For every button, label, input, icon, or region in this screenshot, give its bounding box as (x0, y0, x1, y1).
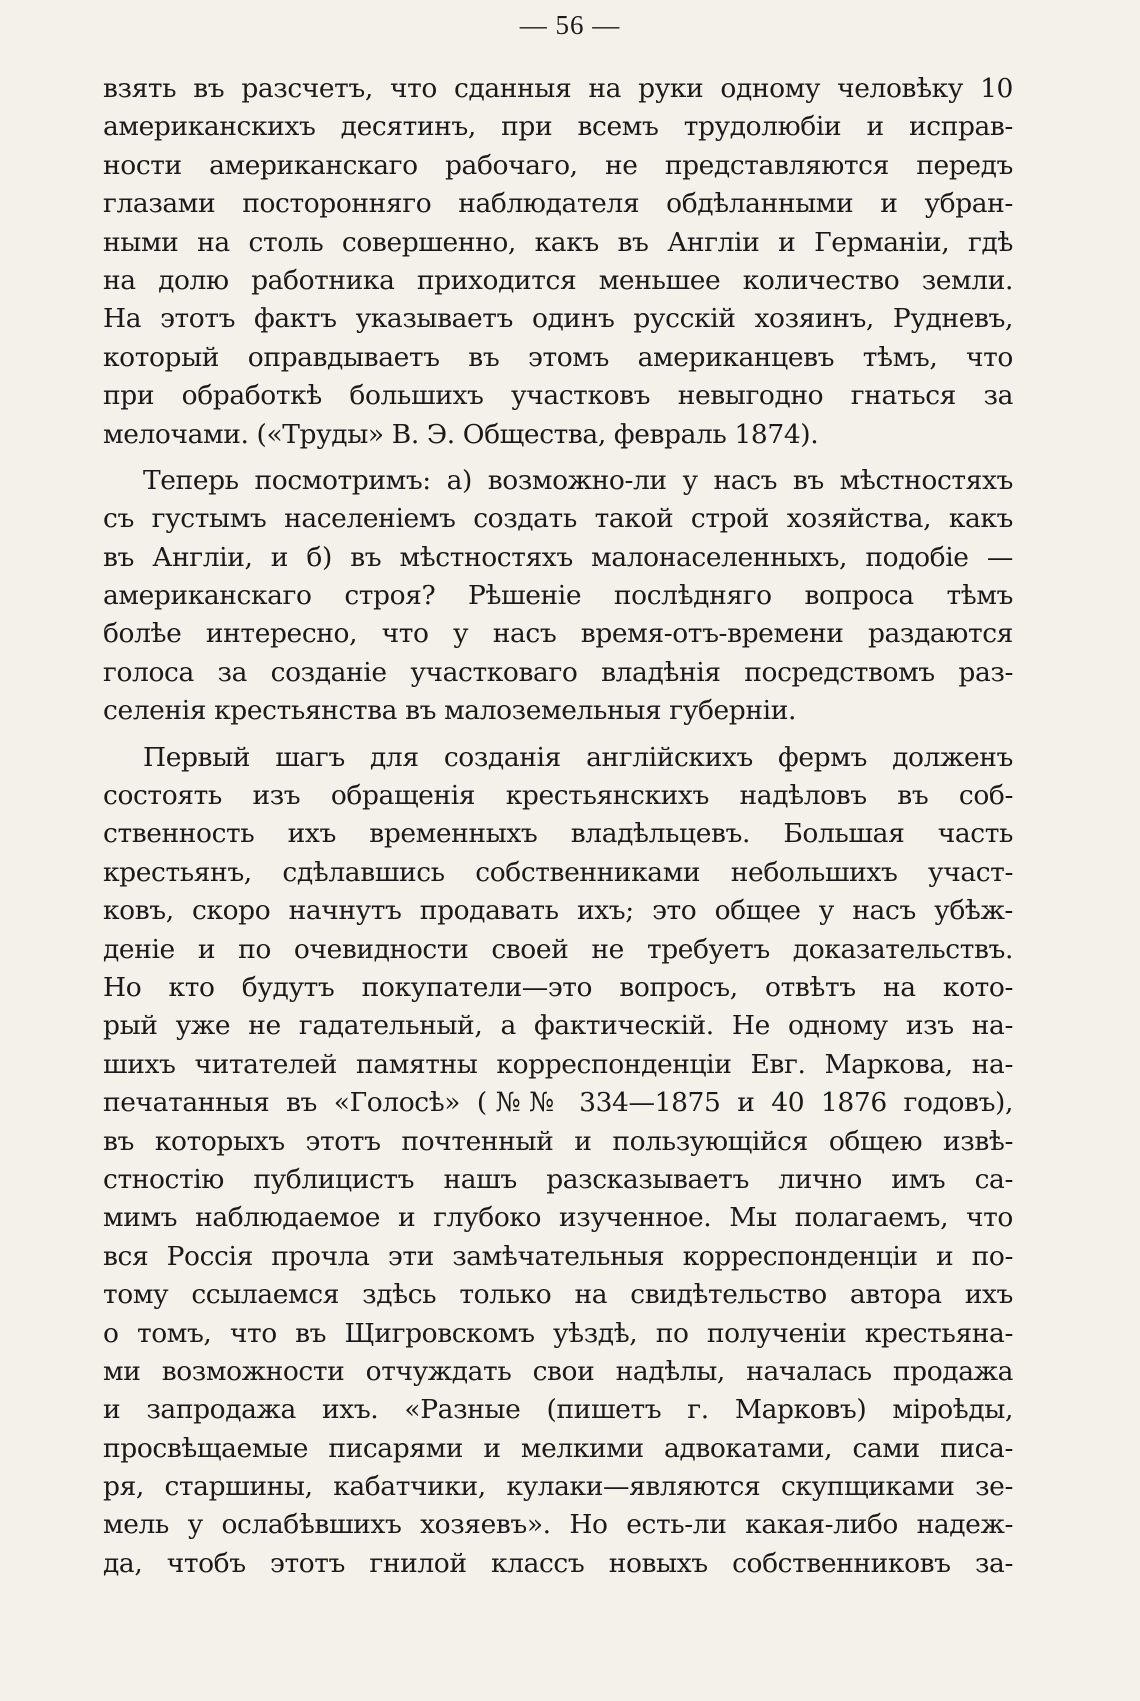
body-text (103, 70, 1013, 1583)
text-line: На этотъ фактъ указываетъ одинъ русскій хозяинъ, Рудневъ, (103, 303, 1013, 335)
page-number: — 56 — (519, 10, 621, 40)
text-line: ности американскаго рабочаго, не представляются передъ (103, 149, 1013, 181)
text-line: голоса за созданіе участковаго владѣнія посредствомъ раз- (103, 656, 1013, 688)
text-line: мимъ наблюдаемое и глубоко изученное. Мы полагаемъ, что (103, 1202, 1013, 1234)
text-line: на долю работника приходится меньшее количество земли. (103, 264, 1013, 296)
text-line: ковъ, скоро начнутъ продавать ихъ; это общее у насъ убѣж- (103, 895, 1013, 927)
text-line: о томъ, что въ Щигровскомъ уѣздѣ, по полученіи крестьяна- (103, 1317, 1013, 1349)
text-line: Но кто будутъ покупатели—это вопросъ, отвѣтъ на кото- (103, 971, 1013, 1003)
text-line: въ которыхъ этотъ почтенный и пользующійся общею извѣ- (103, 1125, 1013, 1157)
paragraph-1 (103, 70, 1013, 454)
text-line: взять въ разсчетъ, что сданныя на руки одному человѣку 10 (103, 73, 1013, 104)
text-line: американскаго строя? Рѣшеніе послѣдняго вопроса тѣмъ (103, 580, 1013, 612)
text-line: при обработкѣ большихъ участковъ невыгодно гнаться за (103, 380, 1013, 412)
text-line: глазами посторонняго наблюдателя обдѣланными и убран- (103, 188, 1013, 220)
text-line: Теперь посмотримъ: а) возможно-ли у насъ въ мѣстностяхъ (143, 464, 1013, 496)
text-line: болѣе интересно, что у насъ время-отъ-времени раздаются (103, 618, 1013, 650)
text-line: селенія крестьянства въ малоземельныя губерніи. (103, 695, 796, 727)
text-line: въ Англіи, и б) въ мѣстностяхъ малонаселенныхъ, подобіе — (103, 541, 1013, 573)
text-line: Первый шагъ для созданія англійскихъ фермъ долженъ (143, 741, 1013, 773)
text-line: мелочами. («Труды» В. Э. Общества, февраль 1874). (103, 418, 819, 450)
paragraph-3 (103, 739, 1013, 1584)
text-line: и запродажа ихъ. «Разные (пишетъ г. Марковъ) міроѣды, (103, 1394, 1013, 1426)
text-line: съ густымъ населеніемъ создать такой строй хозяйства, какъ (103, 503, 1013, 535)
text-line: да, чтобъ этотъ гнилой классъ новыхъ собственниковъ за- (103, 1547, 1013, 1579)
text-line: стностію публицистъ нашъ разсказываетъ лично имъ са- (103, 1163, 1013, 1195)
text-line: печатанныя въ «Голосѣ» (№№ 334—1875 и 40 1876 годовъ), (103, 1087, 1013, 1119)
text-line: ными на столь совершенно, какъ въ Англіи и Германіи, гдѣ (103, 226, 1013, 258)
text-line: крестьянъ, сдѣлавшись собственниками небольшихъ участ- (103, 856, 1013, 888)
text-line: рый уже не гадательный, а фактическій. Не одному изъ на- (103, 1010, 1013, 1042)
text-line: тому ссылаемся здѣсь только на свидѣтельство автора ихъ (103, 1279, 1013, 1311)
text-line: ря, старшины, кабатчики, кулаки—являются скупщиками зе- (103, 1471, 1013, 1503)
text-line: американскихъ десятинъ, при всемъ трудолюбіи и исправ- (103, 111, 1013, 143)
text-line: просвѣщаемые писарями и мелкими адвокатами, сами писа- (103, 1432, 1013, 1464)
text-line: вся Россія прочла эти замѣчательныя корреспонденціи и по- (103, 1240, 1013, 1272)
paragraph-2 (103, 462, 1013, 731)
text-line: который оправдываетъ въ этомъ американцевъ тѣмъ, что (103, 341, 1013, 373)
text-line: состоять изъ обращенія крестьянскихъ надѣловъ въ соб- (103, 780, 1013, 812)
paragraph-gap (103, 731, 1013, 739)
text-line: ственность ихъ временныхъ владѣльцевъ. Большая часть (103, 818, 1013, 850)
text-line: деніе и по очевидности своей не требуетъ доказательствъ. (103, 933, 1013, 965)
paragraph-gap (103, 454, 1013, 462)
text-line: мель у ослабѣвшихъ хозяевъ». Но есть-ли какая-либо надеж- (103, 1509, 1013, 1541)
text-line: ми возможности отчуждать свои надѣлы, началась продажа (103, 1355, 1013, 1387)
text-line: шихъ читателей памятны корреспонденціи Евг. Маркова, на- (103, 1048, 1013, 1080)
